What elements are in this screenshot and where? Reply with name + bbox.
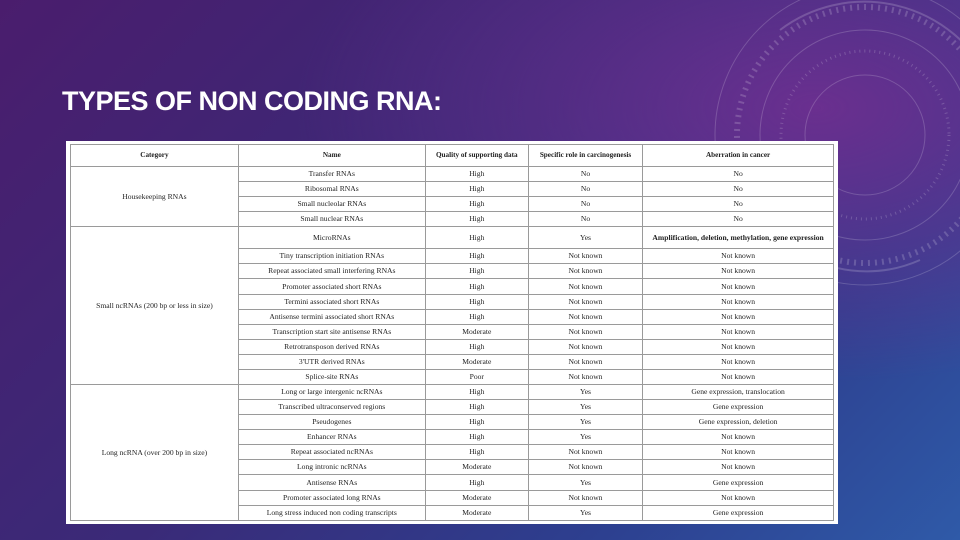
name-cell: Transcription start site antisense RNAs xyxy=(238,324,425,339)
column-header: Quality of supporting data xyxy=(425,145,528,167)
table-row xyxy=(71,227,834,249)
quality-cell: High xyxy=(425,167,528,182)
category-cell: Housekeeping RNAs xyxy=(71,167,239,227)
quality-cell: Moderate xyxy=(425,354,528,369)
name-cell: Antisense RNAs xyxy=(238,475,425,490)
name-cell: Enhancer RNAs xyxy=(238,430,425,445)
name-cell: Repeat associated ncRNAs xyxy=(238,445,425,460)
aberration-cell: Not known xyxy=(643,324,834,339)
quality-cell: High xyxy=(425,400,528,415)
quality-cell: High xyxy=(425,197,528,212)
quality-cell: High xyxy=(425,264,528,279)
aberration-cell: Gene expression xyxy=(643,505,834,520)
category-cell: Small ncRNAs (200 bp or less in size) xyxy=(71,227,239,385)
aberration-cell: Not known xyxy=(643,430,834,445)
slide-title: TYPES OF NON CODING RNA: xyxy=(62,86,442,116)
role-cell: No xyxy=(528,212,642,227)
quality-cell: High xyxy=(425,475,528,490)
table-row xyxy=(71,385,834,400)
aberration-cell: No xyxy=(643,167,834,182)
name-cell: 3'UTR derived RNAs xyxy=(238,354,425,369)
quality-cell: Moderate xyxy=(425,460,528,475)
name-cell: Termini associated short RNAs xyxy=(238,294,425,309)
table-header-row xyxy=(71,145,834,167)
aberration-cell: Gene expression xyxy=(643,400,834,415)
quality-cell: High xyxy=(425,227,528,249)
aberration-cell: Amplification, deletion, methylation, gene expression xyxy=(643,227,834,249)
quality-cell: High xyxy=(425,309,528,324)
quality-cell: High xyxy=(425,339,528,354)
aberration-cell: No xyxy=(643,197,834,212)
role-cell: Not known xyxy=(528,279,642,294)
column-header: Specific role in carcinogenesis xyxy=(528,145,642,167)
table-row xyxy=(71,167,834,182)
name-cell: Splice-site RNAs xyxy=(238,369,425,384)
role-cell: Not known xyxy=(528,354,642,369)
role-cell: Yes xyxy=(528,400,642,415)
quality-cell: Moderate xyxy=(425,505,528,520)
name-cell: Antisense termini associated short RNAs xyxy=(238,309,425,324)
role-cell: No xyxy=(528,182,642,197)
aberration-cell: Gene expression, translocation xyxy=(643,385,834,400)
role-cell: No xyxy=(528,197,642,212)
name-cell: Pseudogenes xyxy=(238,415,425,430)
role-cell: Yes xyxy=(528,415,642,430)
aberration-cell: Not known xyxy=(643,445,834,460)
role-cell: Not known xyxy=(528,339,642,354)
role-cell: Not known xyxy=(528,249,642,264)
aberration-cell: Not known xyxy=(643,294,834,309)
role-cell: Not known xyxy=(528,490,642,505)
category-cell: Long ncRNA (over 200 bp in size) xyxy=(71,385,239,521)
quality-cell: High xyxy=(425,212,528,227)
aberration-cell: Not known xyxy=(643,490,834,505)
aberration-cell: Not known xyxy=(643,460,834,475)
role-cell: Not known xyxy=(528,445,642,460)
role-cell: Not known xyxy=(528,309,642,324)
quality-cell: High xyxy=(425,430,528,445)
quality-cell: High xyxy=(425,445,528,460)
name-cell: Long or large intergenic ncRNAs xyxy=(238,385,425,400)
column-header: Aberration in cancer xyxy=(643,145,834,167)
name-cell: Promoter associated short RNAs xyxy=(238,279,425,294)
quality-cell: High xyxy=(425,279,528,294)
name-cell: Long intronic ncRNAs xyxy=(238,460,425,475)
aberration-cell: Not known xyxy=(643,309,834,324)
quality-cell: High xyxy=(425,385,528,400)
quality-cell: High xyxy=(425,182,528,197)
aberration-cell: Not known xyxy=(643,249,834,264)
name-cell: Tiny transcription initiation RNAs xyxy=(238,249,425,264)
quality-cell: High xyxy=(425,415,528,430)
ncrna-table-image xyxy=(66,141,838,524)
name-cell: Promoter associated long RNAs xyxy=(238,490,425,505)
role-cell: Not known xyxy=(528,324,642,339)
aberration-cell: No xyxy=(643,182,834,197)
role-cell: Yes xyxy=(528,475,642,490)
role-cell: Yes xyxy=(528,505,642,520)
name-cell: Ribosomal RNAs xyxy=(238,182,425,197)
aberration-cell: Not known xyxy=(643,339,834,354)
name-cell: Small nuclear RNAs xyxy=(238,212,425,227)
name-cell: MicroRNAs xyxy=(238,227,425,249)
role-cell: Yes xyxy=(528,430,642,445)
quality-cell: Poor xyxy=(425,369,528,384)
name-cell: Transcribed ultraconserved regions xyxy=(238,400,425,415)
quality-cell: Moderate xyxy=(425,324,528,339)
aberration-cell: No xyxy=(643,212,834,227)
role-cell: Not known xyxy=(528,460,642,475)
role-cell: Yes xyxy=(528,385,642,400)
quality-cell: Moderate xyxy=(425,490,528,505)
aberration-cell: Not known xyxy=(643,369,834,384)
aberration-cell: Gene expression, deletion xyxy=(643,415,834,430)
aberration-cell: Not known xyxy=(643,264,834,279)
quality-cell: High xyxy=(425,249,528,264)
column-header: Name xyxy=(238,145,425,167)
name-cell: Small nucleolar RNAs xyxy=(238,197,425,212)
role-cell: Not known xyxy=(528,369,642,384)
aberration-cell: Not known xyxy=(643,354,834,369)
role-cell: Not known xyxy=(528,264,642,279)
name-cell: Long stress induced non coding transcripts xyxy=(238,505,425,520)
name-cell: Retrotransposon derived RNAs xyxy=(238,339,425,354)
name-cell: Repeat associated small interfering RNAs xyxy=(238,264,425,279)
role-cell: Yes xyxy=(528,227,642,249)
name-cell: Transfer RNAs xyxy=(238,167,425,182)
aberration-cell: Not known xyxy=(643,279,834,294)
role-cell: No xyxy=(528,167,642,182)
quality-cell: High xyxy=(425,294,528,309)
role-cell: Not known xyxy=(528,294,642,309)
column-header: Category xyxy=(71,145,239,167)
aberration-cell: Gene expression xyxy=(643,475,834,490)
ncrna-types-table xyxy=(70,144,834,521)
